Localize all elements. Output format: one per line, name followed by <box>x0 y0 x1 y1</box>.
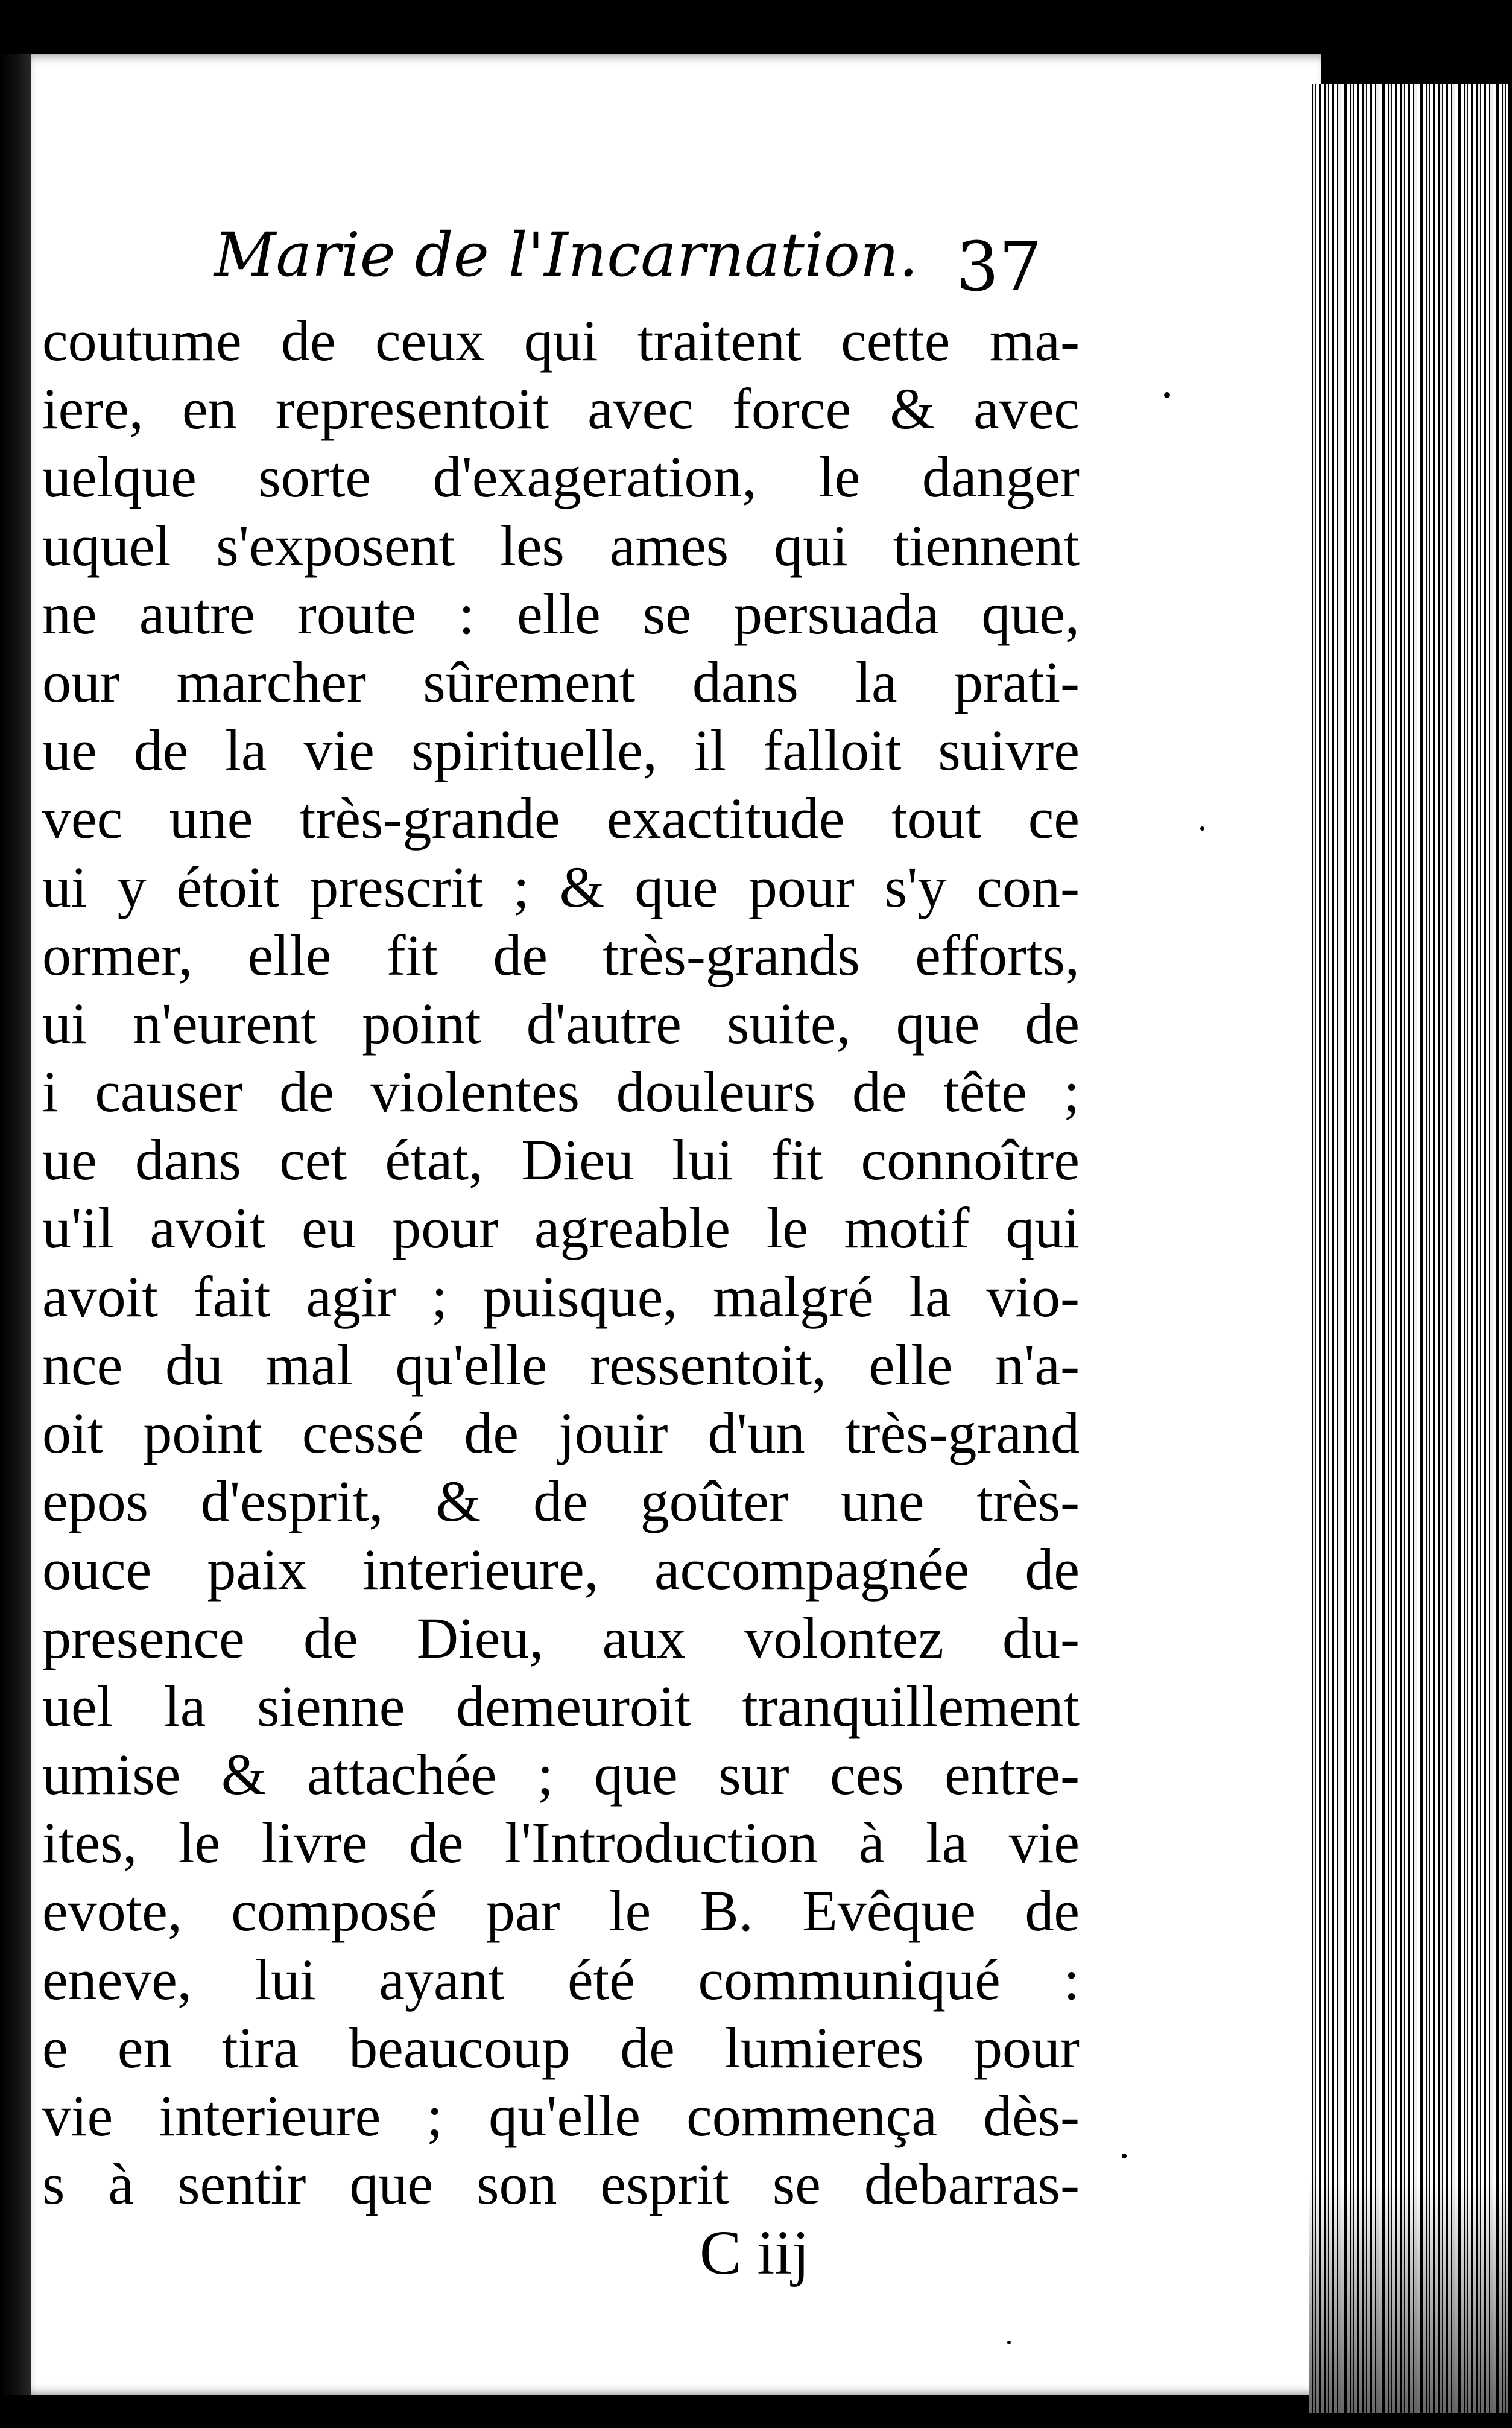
text-line: ouce paix interieure, accompagnée de <box>42 1537 1080 1602</box>
scan-speck <box>1007 2341 1011 2344</box>
text-line: presence de Dieu, aux volontez du- <box>42 1605 1080 1670</box>
signature-mark: C iij <box>700 2218 810 2287</box>
page-edge-shadow <box>1309 84 1508 2413</box>
text-line: epos d'esprit, & de goûter une très- <box>42 1469 1080 1534</box>
body-text <box>42 306 1080 2218</box>
text-line: ue dans cet état, Dieu lui fit connoître <box>42 1127 1080 1193</box>
text-line: ue de la vie spirituelle, il falloit suivre <box>42 718 1080 783</box>
text-line: vec une très-grande exactitude tout ce <box>42 786 1080 851</box>
text-line: ui n'eurent point d'autre suite, que de <box>42 991 1080 1056</box>
text-line: avoit fait agir ; puisque, malgré la vio- <box>42 1264 1080 1329</box>
page-number: 37 <box>956 228 1042 306</box>
text-line: e en tira beaucoup de lumieres pour <box>42 2015 1080 2080</box>
scan-speck <box>1164 392 1170 398</box>
text-line: u'il avoit eu pour agreable le motif qui <box>42 1196 1080 1261</box>
running-title: Marie de l'Incarnation. <box>214 220 919 290</box>
text-line: uquel s'exposent les ames qui tiennent <box>42 513 1080 578</box>
text-line: ormer, elle fit de très-grands efforts, <box>42 922 1080 987</box>
text-line: uelque sorte d'exageration, le danger <box>42 445 1080 510</box>
text-line: eneve, lui ayant été communiqué : <box>42 1947 1080 2012</box>
text-line: iere, en representoit avec force & avec <box>42 376 1080 442</box>
text-line: umise & attachée ; que sur ces entre- <box>42 1742 1080 1807</box>
text-line: oit point cessé de jouir d'un très-grand <box>42 1401 1080 1465</box>
text-line: coutume de ceux qui traitent cette ma- <box>42 308 1080 373</box>
book-page <box>18 54 1321 2395</box>
text-line: s à sentir que son esprit se debarras- <box>42 2152 1080 2217</box>
text-line: uel la sienne demeuroit tranquillement <box>42 1673 1080 1739</box>
book-binding <box>0 54 31 2395</box>
scan-speck <box>1122 2154 1127 2158</box>
text-line: evote, composé par le B. Evêque de <box>42 1878 1080 1944</box>
text-line: i causer de violentes douleurs de tête ; <box>42 1059 1080 1124</box>
scan-speck <box>1200 826 1204 831</box>
text-line: ne autre route : elle se persuada que, <box>42 581 1080 646</box>
text-line: vie interieure ; qu'elle commença dès- <box>42 2083 1080 2148</box>
text-line: ui y étoit prescrit ; & que pour s'y con- <box>42 854 1080 919</box>
text-line: nce du mal qu'elle ressentoit, elle n'a- <box>42 1332 1080 1397</box>
text-line: ites, le livre de l'Introduction à la vie <box>42 1810 1080 1875</box>
text-line: our marcher sûrement dans la prati- <box>42 649 1080 714</box>
running-head <box>18 216 1321 312</box>
